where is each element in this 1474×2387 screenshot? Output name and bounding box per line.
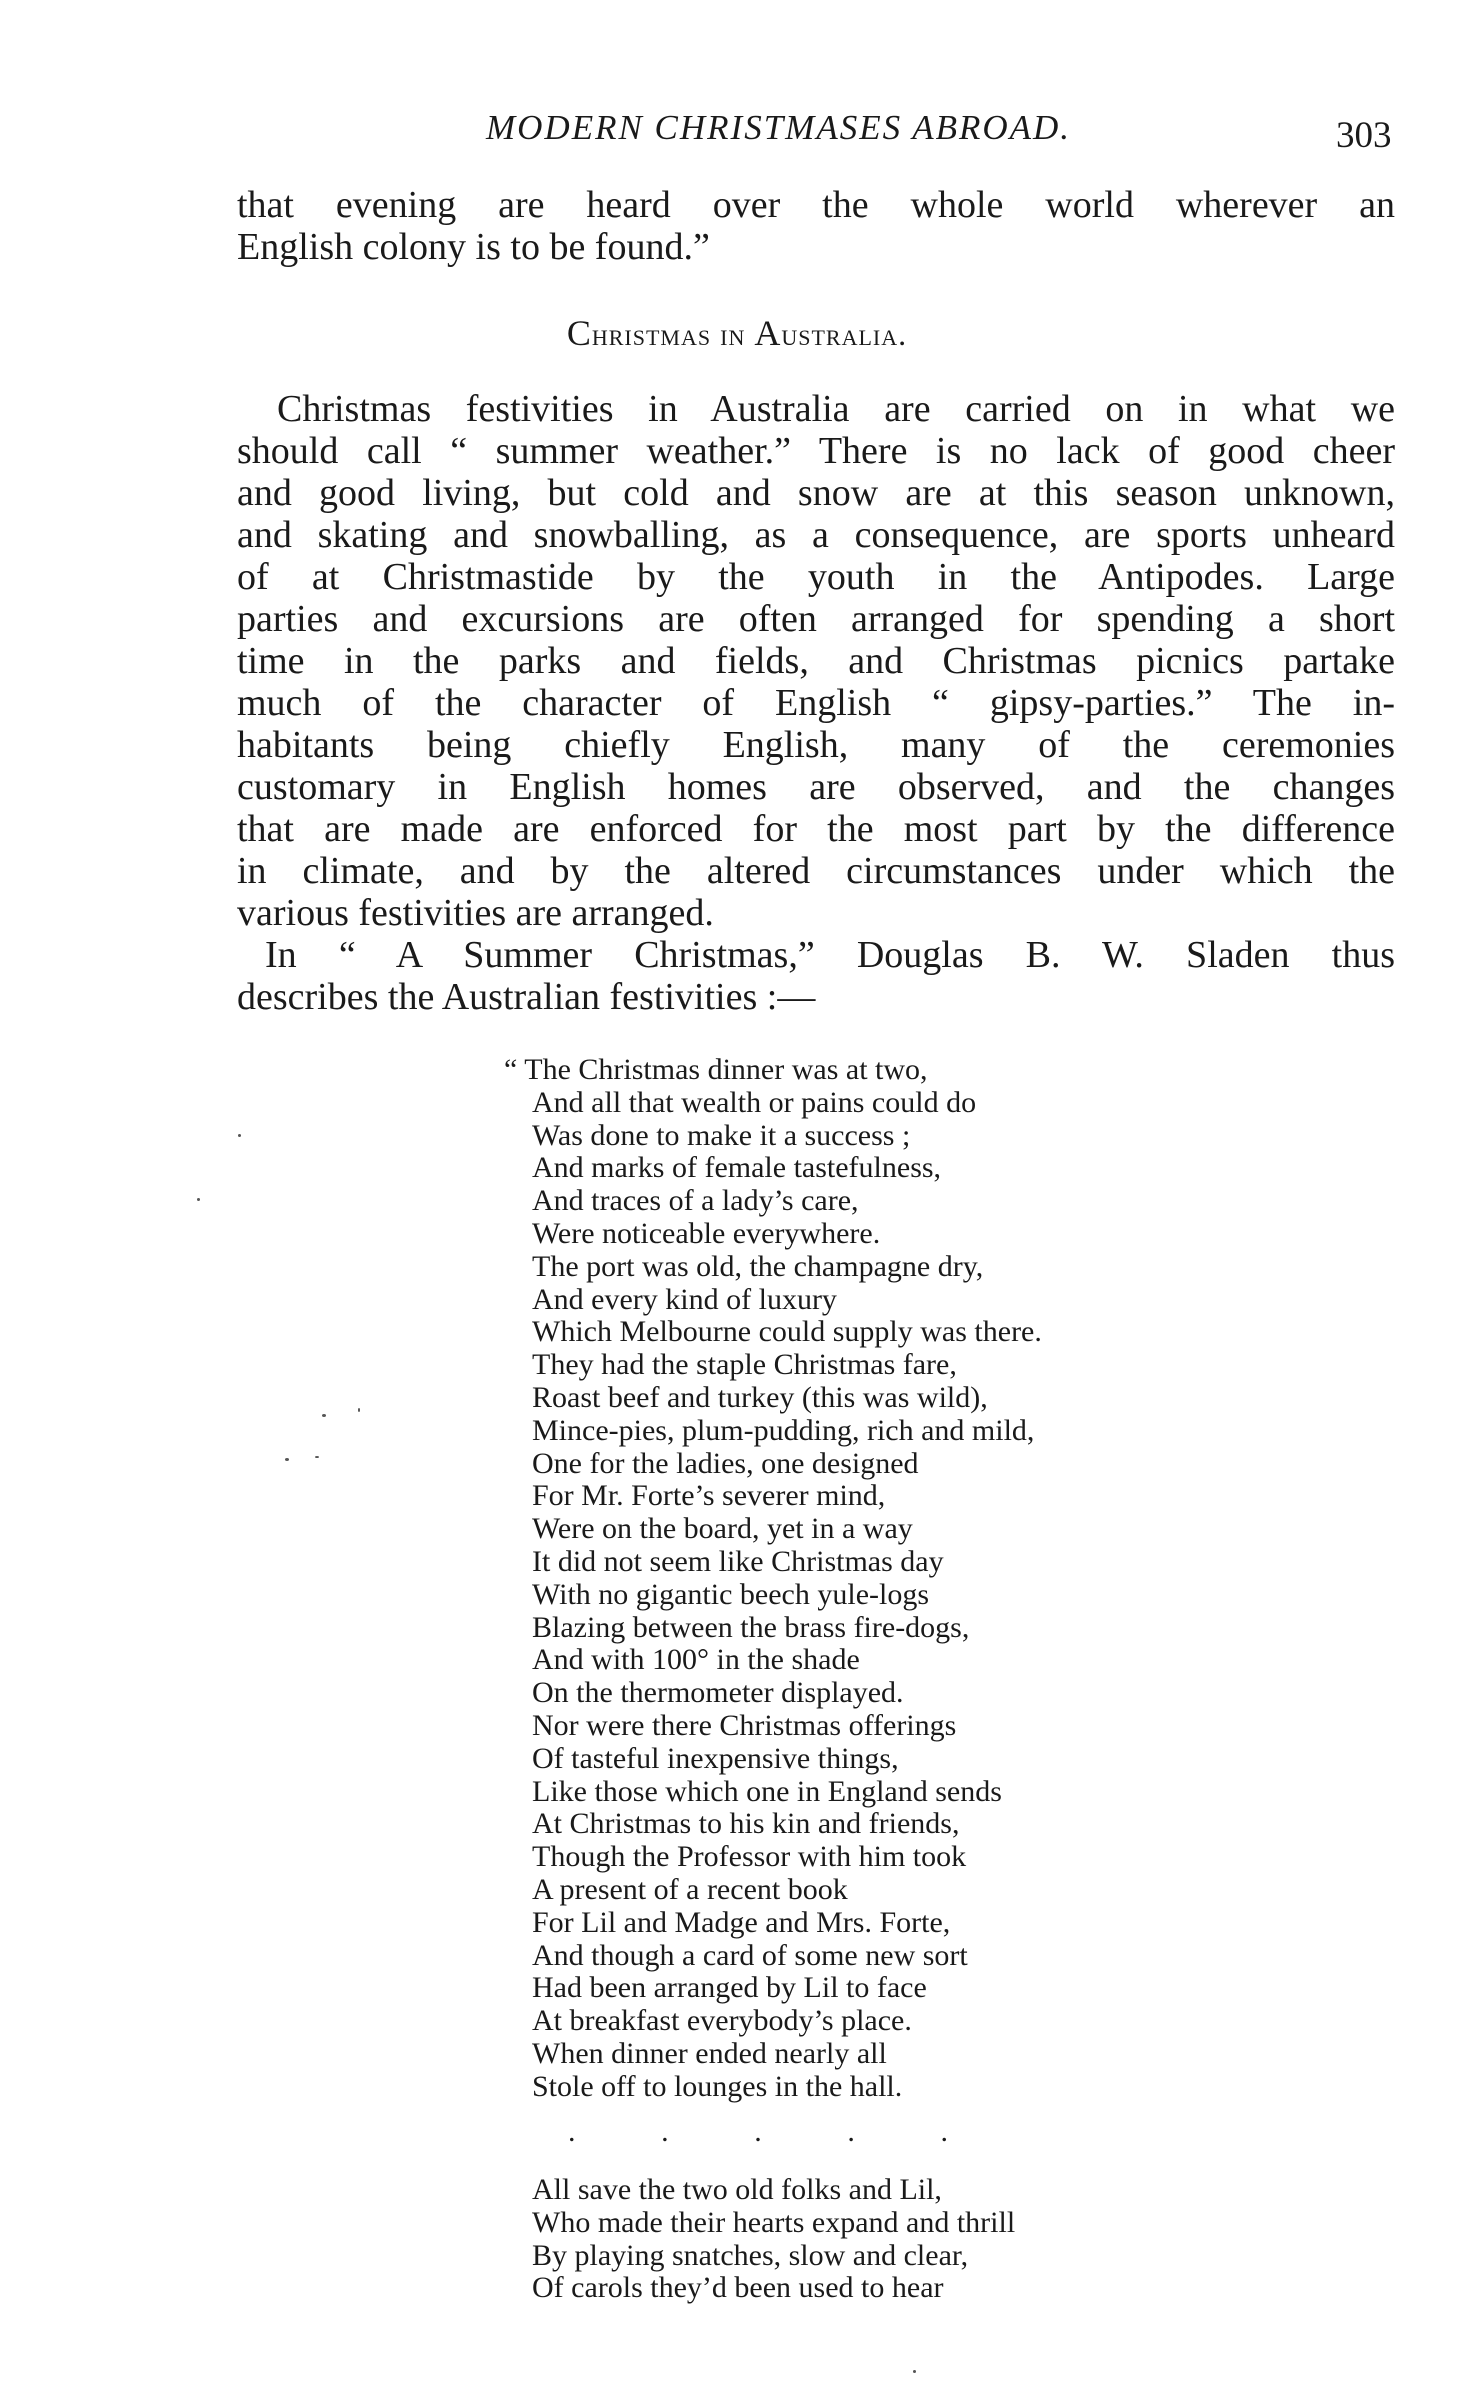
text-line: in climate, and by the altered circumstances under which the <box>237 850 1395 892</box>
scan-speck <box>322 1414 326 1417</box>
poem-line: It did not seem like Christmas day <box>532 1544 944 1578</box>
text-line: should call “ summer weather.” There is no lack of good cheer <box>237 430 1395 472</box>
ellipsis-dot: . <box>940 2115 948 2148</box>
poem-line: For Mr. Forte’s severer mind, <box>532 1479 886 1513</box>
poem-line: Blazing between the brass fire-dogs, <box>532 1610 970 1644</box>
main-paragraph <box>237 388 1395 934</box>
poem-line: With no gigantic beech yule-logs <box>532 1577 930 1611</box>
poem-line: Who made their hearts expand and thrill <box>532 2205 1016 2239</box>
text-line: habitants being chiefly English, many of the ceremonies <box>237 724 1395 766</box>
text-line: customary in English homes are observed, and the changes <box>237 766 1395 808</box>
poem-line: Mince-pies, plum-pudding, rich and mild, <box>532 1413 1035 1447</box>
poem-line: Though the Professor with him took <box>532 1840 967 1874</box>
ellipsis-dot: . <box>661 2115 669 2148</box>
poem-line: And though a card of some new sort <box>532 1938 968 1972</box>
text-line: Christmas festivities in Australia are carried on in what we <box>277 388 1395 430</box>
poem-line: And every kind of luxury <box>532 1282 837 1316</box>
poem-line: And all that wealth or pains could do <box>532 1085 977 1119</box>
poem-line: Were noticeable everywhere. <box>532 1216 881 1250</box>
scan-speck <box>358 1408 360 1412</box>
scan-speck <box>238 1134 241 1137</box>
text-line: that evening are heard over the whole world wherever an <box>237 184 1395 226</box>
poem-line: Which Melbourne could supply was there. <box>532 1315 1042 1349</box>
poem-line: Of tasteful inexpensive things, <box>532 1741 899 1775</box>
poem-line: Nor were there Christmas offerings <box>532 1708 957 1742</box>
text-line: various festivities are arranged. <box>237 892 714 934</box>
text-line: English colony is to be found.” <box>237 226 710 268</box>
text-line: In “ A Summer Christmas,” Douglas B. W. Sladen thus <box>265 934 1395 976</box>
section-heading: Christmas in Australia. <box>566 313 908 353</box>
ellipsis-dot: . <box>847 2115 855 2148</box>
poem-line: The port was old, the champagne dry, <box>532 1249 984 1283</box>
poem-line: By playing snatches, slow and clear, <box>532 2238 969 2272</box>
poem-line: “ The Christmas dinner was at two, <box>504 1053 928 1086</box>
poem-line: A present of a recent book <box>532 1872 848 1906</box>
poem-stanza-2 <box>504 2174 1015 2305</box>
scan-speck <box>197 1198 200 1201</box>
poem-line: On the thermometer displayed. <box>532 1676 904 1710</box>
poem-line: Had been arranged by Lil to face <box>532 1971 927 2005</box>
poem-line: For Lil and Madge and Mrs. Forte, <box>532 1905 951 1939</box>
scan-speck <box>913 2370 916 2373</box>
poem-line: Of carols they’d been used to hear <box>532 2271 944 2305</box>
poem-line: Roast beef and turkey (this was wild), <box>532 1380 988 1414</box>
poem-line: All save the two old folks and Lil, <box>532 2173 942 2206</box>
text-line: of at Christmastide by the youth in the Antipodes. Large <box>237 556 1395 598</box>
poem-line: At breakfast everybody’s place. <box>532 2004 912 2038</box>
ellipsis-dot: . <box>568 2115 576 2148</box>
page-number: 303 <box>1336 115 1392 156</box>
ellipsis-dot: . <box>754 2115 762 2148</box>
poem-line: Was done to make it a success ; <box>532 1118 911 1152</box>
poem-line: At Christmas to his kin and friends, <box>532 1807 960 1841</box>
text-line: much of the character of English “ gipsy-parties.” The in- <box>237 682 1395 724</box>
text-line: and good living, but cold and snow are at this season unknown, <box>237 472 1395 514</box>
text-line: describes the Australian festivities :— <box>237 976 816 1018</box>
text-line: parties and excursions are often arranged for spending a short <box>237 598 1395 640</box>
poem-line: Stole off to lounges in the hall. <box>532 2069 903 2103</box>
poem-line: And traces of a lady’s care, <box>532 1184 859 1218</box>
text-line: and skating and snowballing, as a consequence, are sports unheard <box>237 514 1395 556</box>
poem-line: Were on the board, yet in a way <box>532 1512 913 1546</box>
poem-line: And marks of female tastefulness, <box>532 1151 942 1185</box>
text-line: that are made are enforced for the most part by the difference <box>237 808 1395 850</box>
stanza-ellipsis <box>568 2117 948 2147</box>
poem-stanza-1 <box>504 1054 1042 2104</box>
opening-paragraph <box>237 184 1395 268</box>
poem-line: They had the staple Christmas fare, <box>532 1348 957 1382</box>
text-line: time in the parks and fields, and Christmas picnics partake <box>237 640 1395 682</box>
scan-speck <box>285 1458 289 1461</box>
poem-line: And with 100° in the shade <box>532 1643 860 1677</box>
poem-line: When dinner ended nearly all <box>532 2036 887 2070</box>
intro-paragraph <box>237 934 1395 1018</box>
poem-line: One for the ladies, one designed <box>532 1446 919 1480</box>
running-title: MODERN CHRISTMASES ABROAD. <box>486 108 1072 147</box>
scan-speck <box>315 1456 319 1458</box>
poem-line: Like those which one in England sends <box>532 1774 1002 1808</box>
